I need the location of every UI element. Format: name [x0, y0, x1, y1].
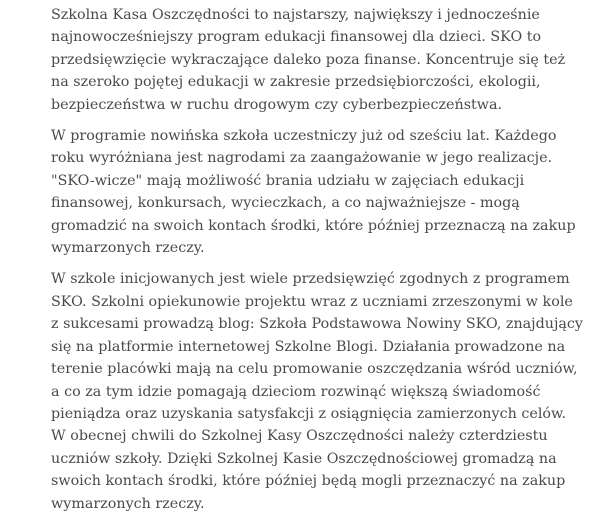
paragraph-school-participation — [51, 125, 576, 259]
text-line: W programie nowińska szkoła uczestniczy już od sześciu lat. Każdego — [51, 128, 557, 145]
text-line: finansowej, konkursach, wycieczkach, a co najważniejsze - mogą — [51, 195, 520, 212]
text-line: roku wyróżniana jest nagrodami za zaangażowanie w jego realizacje. — [51, 150, 553, 167]
paragraph-sko-intro — [51, 4, 566, 116]
text-line: przedsięwzięcie wykraczające daleko poza finanse. Koncentruje się też — [51, 51, 566, 68]
text-line: na szeroko pojętej edukacji w zakresie przedsiębiorczości, ekologii, — [51, 74, 541, 91]
text-line: W szkole inicjowanych jest wiele przedsięwzięć zgodnych z programem — [51, 271, 570, 288]
text-line: z sukcesami prowadzą blog: Szkoła Podstawowa Nowiny SKO, znajdujący — [51, 316, 584, 333]
text-line: się na platformie internetowej Szkolne Blogi. Działania prowadzone na — [51, 338, 566, 355]
text-line: bezpieczeństwa w ruchu drogowym czy cyberbezpieczeństwa. — [51, 96, 503, 113]
text-line: Szkolna Kasa Oszczędności to najstarszy, największy i jednocześnie — [51, 7, 540, 23]
text-line: najnowocześniejszy program edukacji finansowej dla dzieci. SKO to — [51, 29, 542, 46]
paragraph-school-initiatives — [51, 268, 584, 514]
text-line: wymarzonych rzeczy. — [51, 240, 205, 257]
text-line: uczniów szkoły. Dzięki Szkolnej Kasie Oszczędnościowej gromadzą na — [51, 450, 557, 467]
text-line: wymarzonych rzeczy. — [51, 495, 205, 512]
text-line: swoich kontach środki, które później będą mogli przeznaczyć na zakup — [51, 473, 566, 490]
text-line: a co za tym idzie pomagają dzieciom rozwinąć większą świadomość — [51, 383, 541, 400]
text-line: terenie placówki mają na celu promowanie oszczędzania wśród uczniów, — [51, 361, 578, 378]
text-line: pieniądza oraz uzyskania satysfakcji z osiągnięcia zamierzonych celów. — [51, 405, 567, 422]
text-line: "SKO-wicze" mają możliwość brania udziału w zajęciach edukacji — [51, 172, 525, 189]
text-line: gromadzić na swoich kontach środki, które później przeznaczą na zakup — [51, 217, 576, 234]
text-line: SKO. Szkolni opiekunowie projektu wraz z uczniami zrzeszonymi w kole — [51, 293, 573, 310]
text-line: W obecnej chwili do Szkolnej Kasy Oszczędności należy czterdziestu — [51, 428, 548, 445]
article-body — [51, 4, 584, 524]
